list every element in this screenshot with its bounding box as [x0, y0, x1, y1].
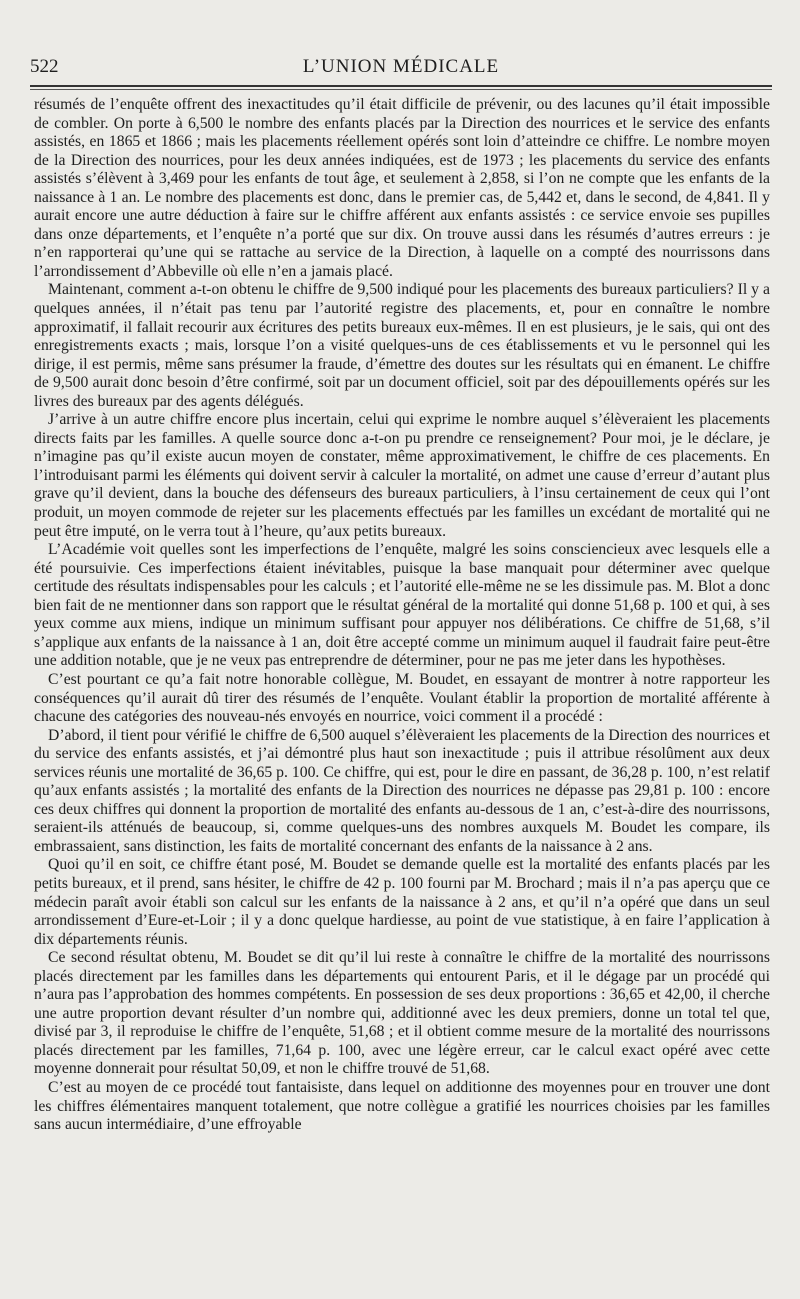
page-number: 522	[30, 56, 59, 77]
paragraph: Ce second résultat obtenu, M. Boudet se dit qu’il lui reste à connaître le chiffre de la mortalité des nourrissons placés directement par les familles dans les départements qui entourent Paris, et il le dégage par un procédé qui n’aura pas l’approbation des hommes compétents. En possession de ses deux proportions : 36,65 et 42,00, il cherche une autre proportion devant résulter d’un nombre qui, additionné avec les deux premiers, donne un total tel que, divisé par 3, il reproduise le chiffre de l’enquête, 51,68 ; et il obtient comme mesure de la mortalité des nourrissons placés directement par les familles, 71,64 p. 100, avec une légère erreur, car le calcul exact opéré avec cette moyenne donnerait pour résultat 50,09, et non le chiffre trouvé de 51,68.	[34, 949, 770, 1078]
paragraph: L’Académie voit quelles sont les imperfections de l’enquête, malgré les soins consciencieux avec lesquels elle a été poursuivie. Ces imperfections étaient inévitables, puisque la base manquait pour déterminer avec quelque certitude des résultats indispensables pour les calculs ; et l’autorité elle-même ne se les dissimule pas. M. Blot a donc bien fait de ne mentionner dans son rapport que le résultat général de la mortalité qui donne 51,68 p. 100 et qui, à ses yeux comme aux miens, indique un minimum suffisant pour appuyer nos délibérations. Ce chiffre de 51,68, s’il s’applique aux enfants de la naissance à 1 an, doit être accepté comme un minimum auquel il faudrait faire peut-être une addition notable, que je ne veux pas entreprendre de déterminer, pour ne pas me jeter dans les hypothèses.	[34, 541, 770, 670]
paragraph: Quoi qu’il en soit, ce chiffre étant posé, M. Boudet se demande quelle est la mortalité des enfants placés par les petits bureaux, et il prend, sans hésiter, le chiffre de 42 p. 100 fourni par M. Brochard ; mais il n’a pas aperçu que ce médecin paraît avoir établi son calcul sur les enfants de la naissance à 2 ans, et qu’il n’a opéré que dans un seul arrondissement d’Eure-et-Loir ; il y a donc quelque hardiesse, au point de vue statistique, à en faire l’application à dix départements réunis.	[34, 856, 770, 948]
paragraph: J’arrive à un autre chiffre encore plus incertain, celui qui exprime le nombre auquel s’élèveraient les placements directs faits par les familles. A quelle source donc a-t-on pu prendre ce renseignement? Pour moi, je le déclare, je n’imagine pas qu’il existe aucun moyen de constater, même approximativement, le chiffre de ces placements. En l’introduisant parmi les éléments qui doivent servir à calculer la mortalité, on admet une cause d’erreur d’autant plus grave qu’il devient, dans la bouche des défenseurs des bureaux particuliers, à l’insu certainement de ceux qui l’ont produit, un moyen commode de rejeter sur les placements effectués par les familles un excédant de mortalité qui ne peut être imputé, on le verra tout à l’heure, qu’aux petits bureaux.	[34, 411, 770, 540]
journal-title: L’UNION MÉDICALE	[302, 56, 500, 77]
paragraph: résumés de l’enquête offrent des inexactitudes qu’il était difficile de prévenir, ou des lacunes qu’il était impossible de combler. On porte à 6,500 le nombre des enfants placés par la Direction des nourrices et le service des enfants assistés, en 1865 et 1866 ; mais les placements réellement opérés sont loin d’atteindre ce chiffre. Le nombre moyen de la Direction des nourrices, pour les deux années indiquées, est de 1973 ; les placements du service des enfants assistés s’élèvent à 3,469 pour les enfants de tout âge, et seulement à 2,858, si l’on ne compte que les enfants de la naissance à 1 an. Le nombre des placements est donc, dans le premier cas, de 5,442 et, dans le second, de 4,841. Il y aurait encore une autre déduction à faire sur le chiffre afférent aux enfants assistés : ce service envoie ses pupilles dans onze départements, et l’enquête n’a porté que sur dix. On trouve aussi dans les résumés d’autres erreurs : je n’en rapporterai qu’une qui se rattache au service de la Direction, à laquelle on a compté des nourrissons dans l’arrondissement d’Abbeville où elle n’en a jamais placé.	[34, 96, 770, 280]
header-rule	[30, 85, 772, 90]
paragraph: C’est au moyen de ce procédé tout fantaisiste, dans lequel on additionne des moyennes pour en trouver une dont les chiffres élémentaires manquent totalement, que notre collègue a gratifié les nourrices choisies par les familles sans aucun intermédiaire, d’une effroyable	[34, 1078, 770, 1134]
paragraph: D’abord, il tient pour vérifié le chiffre de 6,500 auquel s’élèveraient les placements de la Direction des nourrices et du service des enfants assistés, et j’ai démontré plus haut son inexactitude ; puis il attribue résolûment aux deux services réunis une mortalité de 36,65 p. 100. Ce chiffre, qui est, pour le dire en passant, de 36,28 p. 100, n’est relatif qu’aux enfants assistés ; la mortalité des enfants de la Direction des nourrices ne dépasse pas 29,81 p. 100 : encore ces deux chiffres qui donnent la proportion de mortalité des enfants au-dessous de 1 an, c’est-à-dire des nourrissons, seraient-ils atténués de beaucoup, si, comme quelques-uns des nombres auxquels M. Boudet les compare, ils embrassaient, sans distinction, les faits de mortalité concernant des enfants de la naissance à 2 ans.	[34, 726, 770, 855]
page-header	[30, 56, 772, 82]
paragraph: C’est pourtant ce qu’a fait notre honorable collègue, M. Boudet, en essayant de montrer à notre rapporteur les conséquences qu’il aurait dû tirer des résumés de l’enquête. Voulant établir la proportion de mortalité afférente à chacune des catégories des nouveau-nés envoyés en nourrice, voici comment il a procédé :	[34, 670, 770, 726]
article-body	[34, 96, 770, 1286]
paragraph: Maintenant, comment a-t-on obtenu le chiffre de 9,500 indiqué pour les placements des bureaux particuliers? Il y a quelques années, il n’était pas tenu par l’autorité registre des placements, et, pour en connaître le nombre approximatif, il fallait recourir aux écritures des petits bureaux eux-mêmes. Il en est plusieurs, je le sais, qui ont des enregistrements exacts ; mais, lorsque l’on a visité quelques-uns de ces établissements et vu le personnel qui les dirige, il est permis, même sans présumer la fraude, d’émettre des doutes sur les résultats qui en émanent. Le chiffre de 9,500 aurait donc besoin d’être confirmé, soit par un document officiel, soit par des dépouillements opérés sur les livres des bureaux par des agents délégués.	[34, 281, 770, 410]
